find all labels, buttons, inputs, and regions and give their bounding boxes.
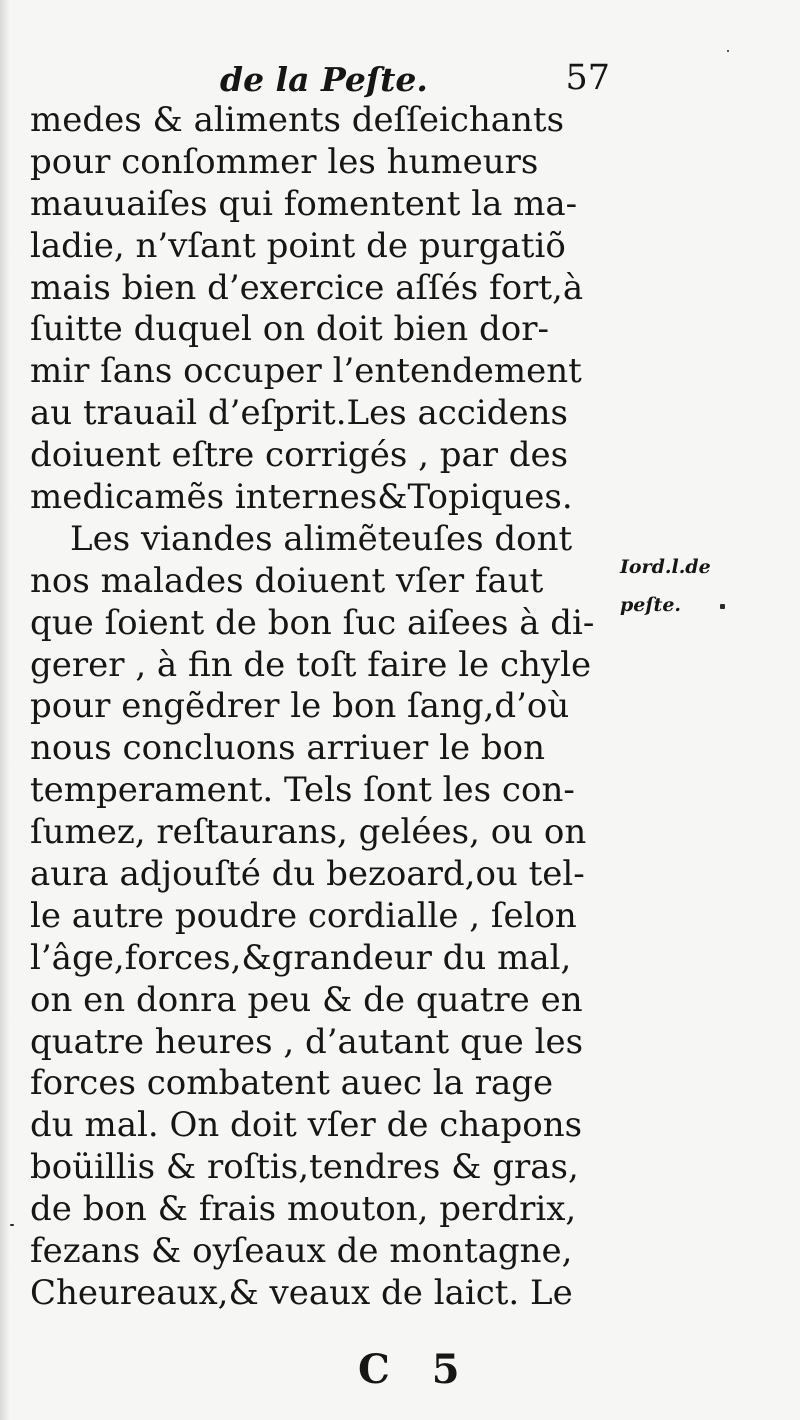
text-line: boüillis & roſtis,tendres & gras, (30, 1147, 579, 1188)
page-number: 57 (565, 58, 610, 98)
text-line: mais bien d’exercice aſſés fort,à (30, 267, 584, 308)
text-line: medicamẽs internes&Topiques. (30, 477, 573, 518)
text-line: doiuent eſtre corrigés , par des (30, 435, 569, 476)
text-line: mir ſans occuper l’entendement (30, 351, 582, 392)
text-line: nos malades doiuent vſer faut (30, 560, 544, 601)
text-line: l’âge,forces,&grandeur du mal, (30, 937, 572, 978)
text-line: de bon & frais mouton, perdrix, (30, 1189, 577, 1230)
text-line: pour engẽdrer le bon ſang,d’où (30, 686, 570, 727)
text-line: fezans & oyſeaux de montagne, (30, 1231, 573, 1272)
signature-mark: C 5 (358, 1346, 474, 1393)
margin-note-line: Iord.l.de (620, 556, 711, 578)
text-line: medes & aliments deſſeichants (30, 100, 565, 140)
text-line: pour conſommer les humeurs (30, 141, 539, 182)
text-line: on en donra peu & de quatre en (30, 979, 583, 1020)
text-line: nous concluons arriuer le bon (30, 728, 546, 769)
scan-edge-shadow (0, 0, 10, 1420)
text-line: ſumez, reſtaurans, gelées, ou on (30, 812, 587, 853)
paragraph-start-line: Les viandes alimẽteuſes dont (70, 518, 573, 559)
text-line: ſuitte duquel on doit bien dor- (30, 309, 549, 350)
ink-speck (727, 50, 729, 52)
text-line: au trauail d’eſprit.Les accidens (30, 393, 568, 434)
text-line: aura adjouſté du bezoard,ou tel- (30, 854, 585, 895)
margin-note (620, 548, 770, 624)
text-line: ladie, n’vſant point de purgatiõ (30, 225, 566, 266)
ink-speck (10, 1224, 14, 1226)
text-line: Cheureaux,& veaux de laict. Le (30, 1272, 573, 1313)
text-line: le autre poudre cordialle , ſelon (30, 895, 577, 936)
text-line: temperament. Tels ſont les con- (30, 770, 575, 811)
text-line: quatre heures , d’autant que les (30, 1021, 584, 1062)
ink-speck (720, 604, 725, 609)
margin-note-line: peſte. (620, 594, 682, 616)
text-line: forces combatent auec la rage (30, 1063, 554, 1104)
text-line: mauuaiſes qui fomentent la ma- (30, 183, 578, 224)
text-line: que ſoient de bon ſuc aiſees à di- (30, 602, 595, 643)
text-line: gerer , à fin de toſt faire le chyle (30, 644, 592, 685)
body-text (30, 100, 610, 1315)
running-title: de la Peſte. (220, 60, 428, 99)
text-line: du mal. On doit vſer de chapons (30, 1105, 583, 1146)
